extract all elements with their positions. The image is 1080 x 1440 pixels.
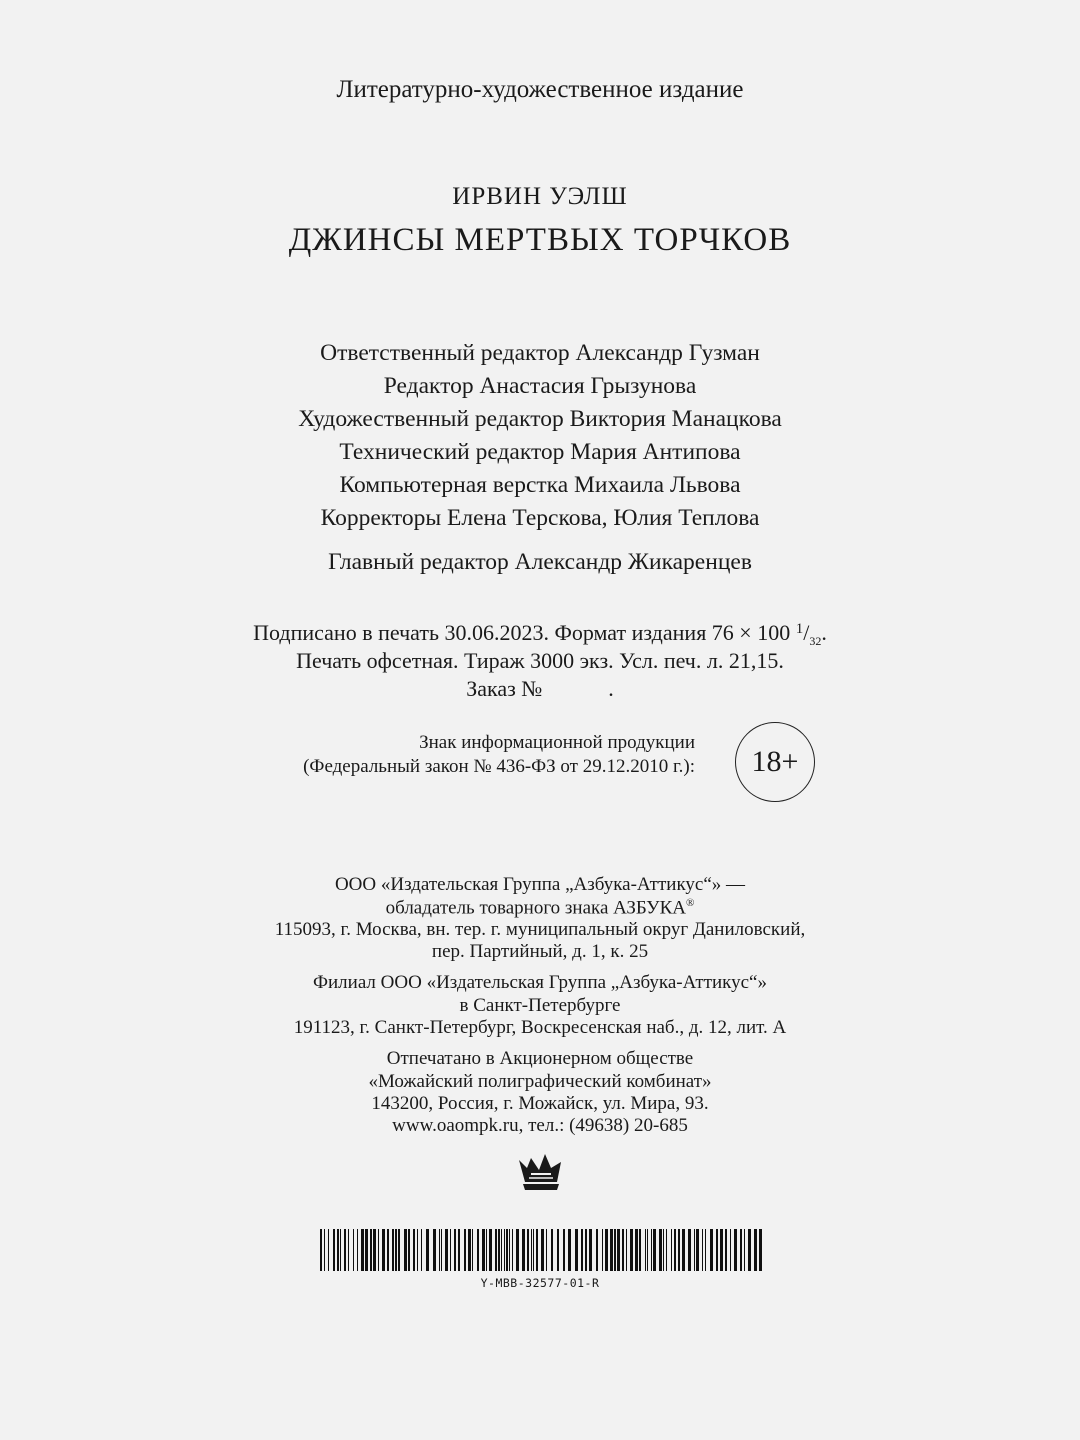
age-rating-badge: [735, 722, 815, 802]
printer-contacts: www.oaompk.ru, тел.: (49638) 20-685: [392, 1115, 688, 1136]
book-author: ИРВИН УЭЛШ: [452, 183, 628, 210]
branch-line: в Санкт-Петербурге: [459, 995, 621, 1016]
printer-line: Отпечатано в Акционерном обществе: [386, 1048, 694, 1069]
registered-mark: ®: [686, 897, 695, 909]
age-rating-law: (Федеральный закон № 436-ФЗ от 29.12.2010 г.):: [303, 756, 695, 777]
print-info-line1: [0, 620, 1080, 646]
printer-address: 143200, Россия, г. Можайск, ул. Мира, 93.: [371, 1093, 709, 1114]
age-rating-label: Знак информационной продукции: [419, 732, 695, 753]
publisher-line: [0, 897, 1080, 919]
edition-type: Литературно-художественное издание: [336, 76, 744, 103]
format-fraction-numerator: 1: [795, 621, 804, 637]
printing-house-logo-icon: [517, 1148, 563, 1192]
credit-line: Компьютерная верстка Михаила Львова: [339, 472, 741, 498]
publisher-address: 115093, г. Москва, вн. тер. г. муниципальный округ Даниловский,: [274, 919, 806, 940]
credit-line: Художественный редактор Виктория Манацкова: [298, 406, 782, 432]
order-number: Заказ № .: [466, 676, 614, 701]
format-fraction-slash: /: [803, 620, 810, 645]
age-rating-value: 18+: [751, 745, 799, 778]
printer-line: «Можайский полиграфический комбинат»: [368, 1071, 712, 1092]
print-info-text: Подписано в печать 30.06.2023. Формат издания 76 × 100: [253, 620, 796, 645]
publisher-address: пер. Партийный, д. 1, к. 25: [431, 941, 649, 962]
book-title: ДЖИНСЫ МЕРТВЫХ ТОРЧКОВ: [288, 222, 792, 258]
format-fraction-denominator: 32: [809, 634, 822, 648]
print-info-end: .: [821, 620, 827, 645]
barcode: [320, 1229, 762, 1271]
print-info-line2: Печать офсетная. Тираж 3000 экз. Усл. печ. л. 21,15.: [296, 648, 784, 673]
trademark-holder: обладатель товарного знака АЗБУКА: [385, 897, 687, 919]
chief-editor: Главный редактор Александр Жикаренцев: [328, 549, 752, 575]
credit-line: Технический редактор Мария Антипова: [339, 439, 741, 465]
credit-line: Корректоры Елена Терскова, Юлия Теплова: [320, 505, 760, 531]
barcode-number: Y-MBB-32577-01-R: [480, 1276, 600, 1290]
branch-line: Филиал ООО «Издательская Группа „Азбука-Аттикус“»: [313, 972, 767, 993]
credit-line: Редактор Анастасия Грызунова: [383, 373, 697, 399]
credit-line: Ответственный редактор Александр Гузман: [320, 340, 760, 366]
publisher-line: ООО «Издательская Группа „Азбука-Аттикус“» —: [334, 874, 746, 895]
branch-address: 191123, г. Санкт-Петербург, Воскресенская наб., д. 12, лит. А: [293, 1017, 787, 1038]
